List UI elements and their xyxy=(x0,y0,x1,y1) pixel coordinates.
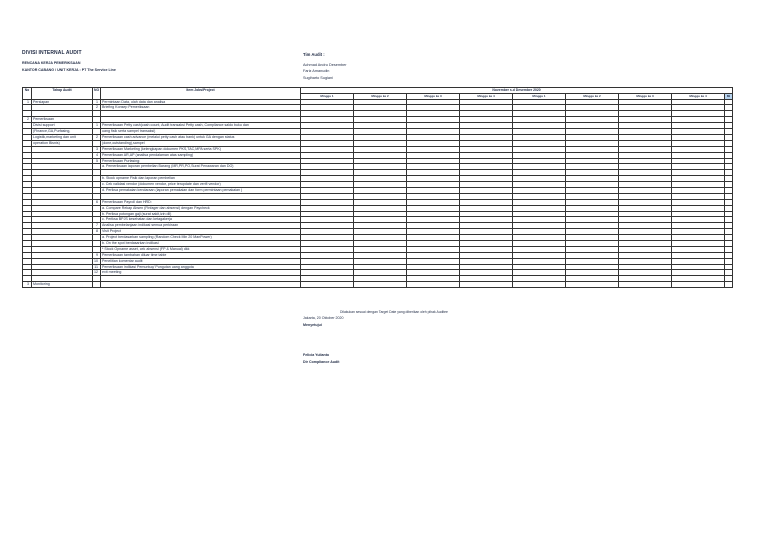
unit-title: KANTOR CABANG / UNIT KERJA : PT The Service Line xyxy=(22,68,116,72)
sign-approve: Menyetujui xyxy=(303,323,322,327)
sign-place-date: Jakarta, 20 Oktober 2020 xyxy=(303,316,344,320)
table-row xyxy=(23,282,733,288)
row-num: 9 xyxy=(93,252,101,258)
week-header: Minggu 1 xyxy=(301,93,354,99)
row-item: b. Periksa potongan gaji (surat sakit,izin dll) xyxy=(101,211,301,217)
row-num xyxy=(93,282,101,288)
row-item: Pemeriksaan Purfasing: xyxy=(101,158,301,164)
row-item: Permintaan Data, olah data dan analisa xyxy=(101,99,301,105)
week-header: Minggu ke 4 xyxy=(672,93,725,99)
week-cell xyxy=(354,282,407,288)
audit-schedule-table xyxy=(22,87,733,288)
row-num: 5 xyxy=(93,158,101,164)
row-item xyxy=(101,282,301,288)
row-item: Briefing Konsep Pemeriksaan xyxy=(101,105,301,111)
audit-team xyxy=(303,52,346,81)
row-item: Visit Project xyxy=(101,229,301,235)
week-cell xyxy=(407,282,460,288)
audit-team-title: Tim Audit : xyxy=(303,52,325,57)
row-item: exit meeting xyxy=(101,270,301,276)
row-no: 3 xyxy=(23,282,32,288)
row-item: a. Compare Rekap Absen (Finfager dan absensi) dengan Paycheck xyxy=(101,205,301,211)
sign-name: Felicia Yulianto xyxy=(303,353,330,357)
header-no: No xyxy=(23,88,32,100)
row-item: Pemeriksaan Marketing (kelengkapan dokumen PKS,TAC,MPA serta SPK) xyxy=(101,146,301,152)
row-item: a. Pemeriksaan laporan pembelian Barang (MR,PR,PO,Surat Penawaran dan DO) xyxy=(101,164,301,170)
report-header xyxy=(22,50,116,72)
row-item: b. Stock opname Fisik dan laporan pembelian xyxy=(101,176,301,182)
row-num: 3 xyxy=(93,146,101,152)
week-header: Mi xyxy=(725,93,733,99)
row-num: 4 xyxy=(93,152,101,158)
week-header: Minggu ke 4 xyxy=(460,93,513,99)
week-header: Minggu ke 2 xyxy=(354,93,407,99)
row-item: Pemeriksaan cash advance (melalui petty cash atau bank) untuk GA dengan status xyxy=(101,134,301,140)
week-cell xyxy=(566,282,619,288)
row-stage: Pemeriksaan xyxy=(32,117,93,123)
week-cell xyxy=(619,282,672,288)
row-item: b. On the spot berdasarkan indikasi xyxy=(101,240,301,246)
row-item: (done,outstanding),sampel xyxy=(101,140,301,146)
row-item: Analisa pembelanjaan indikasi semua perkiraan xyxy=(101,223,301,229)
row-num: 2 xyxy=(93,134,101,140)
row-no: 2 xyxy=(23,117,32,123)
footnote: Dilakukan sesuai dengan Target Date yang diberikan oleh pihak Auditee xyxy=(340,310,448,314)
row-item: c. Periksa BPJS kesehatan dan ketagakerja xyxy=(101,217,301,223)
row-item: Pemeriksaan Payroll dan HRD: xyxy=(101,199,301,205)
row-stage: Persiapan xyxy=(32,99,93,105)
row-num: 12 xyxy=(93,270,101,276)
row-item: Pemeriksaan tambahan diluar time table xyxy=(101,252,301,258)
row-item: uang fisik serta sampel transaksi) xyxy=(101,129,301,135)
row-num: 7 xyxy=(93,223,101,229)
team-member: Fariz Amanudin xyxy=(303,69,330,74)
week-header: Minggu ke 2 xyxy=(566,93,619,99)
row-num: 11 xyxy=(93,264,101,270)
row-stage: Monitoring xyxy=(32,282,93,288)
week-header: Minggu 1 xyxy=(513,93,566,99)
row-num: 6 xyxy=(93,199,101,205)
row-num: 1 xyxy=(93,99,101,105)
team-member: Sugiharto Sugiani xyxy=(303,75,333,80)
week-cell xyxy=(513,282,566,288)
division-title: DIVISI INTERNAL AUDIT xyxy=(22,50,82,56)
row-num: 1 xyxy=(93,123,101,129)
row-item: d. Periksa pemakaian kendaraan (laporan pemakaian dan form permintaan pemakaian ) xyxy=(101,187,301,193)
row-num: 10 xyxy=(93,258,101,264)
header-no2: NO xyxy=(93,88,101,100)
row-item: Pemeriksaan Petty cash(cash count, Audit transaksi Petty cash, Compliance saldo buku dan xyxy=(101,123,301,129)
team-member: Achmad Andru Desember xyxy=(303,62,347,67)
row-item: Penelitian komentar audit xyxy=(101,258,301,264)
week-header: Minggu ke 3 xyxy=(619,93,672,99)
row-item: a. Project berdasarkan sampling (Random Check Min 20 ManPower) xyxy=(101,235,301,241)
week-cell xyxy=(725,282,733,288)
row-stage: Divisi support xyxy=(32,123,93,129)
row-item: c. Cek validasi vendor (dokumen vendor, price terupdate dan verifi vendor) xyxy=(101,182,301,188)
plan-title: RENCANA KERJA PEMERIKSAAN xyxy=(22,61,81,65)
week-header: Minggu ke 3 xyxy=(407,93,460,99)
row-item: Pemeriksaan indikasi Pemuntuq/ Pungutan uang anggota xyxy=(101,264,301,270)
week-cell xyxy=(460,282,513,288)
row-no: 1 xyxy=(23,99,32,105)
row-stage: (Finance,GA,Purfasing, xyxy=(32,129,93,135)
row-item: * Stock Opname asset, cek absensi (FP & Manual) dkk xyxy=(101,246,301,252)
row-num: 8 xyxy=(93,229,101,235)
header-item: Item Jobs/Project xyxy=(101,88,301,100)
week-cell xyxy=(672,282,725,288)
row-stage: operation Bisnis) xyxy=(32,140,93,146)
row-item: Pemeriksaan AR,AP (analisa pendalaman atas sampling) xyxy=(101,152,301,158)
sign-role: Dir Compliance Audit xyxy=(303,360,340,364)
row-num: 2 xyxy=(93,105,101,111)
header-stage: Tahap Audit xyxy=(32,88,93,100)
week-cell xyxy=(301,282,354,288)
header-period: November s.d Desember 2020 xyxy=(301,88,733,94)
row-stage: Logistik,marketing dan unit xyxy=(32,134,93,140)
